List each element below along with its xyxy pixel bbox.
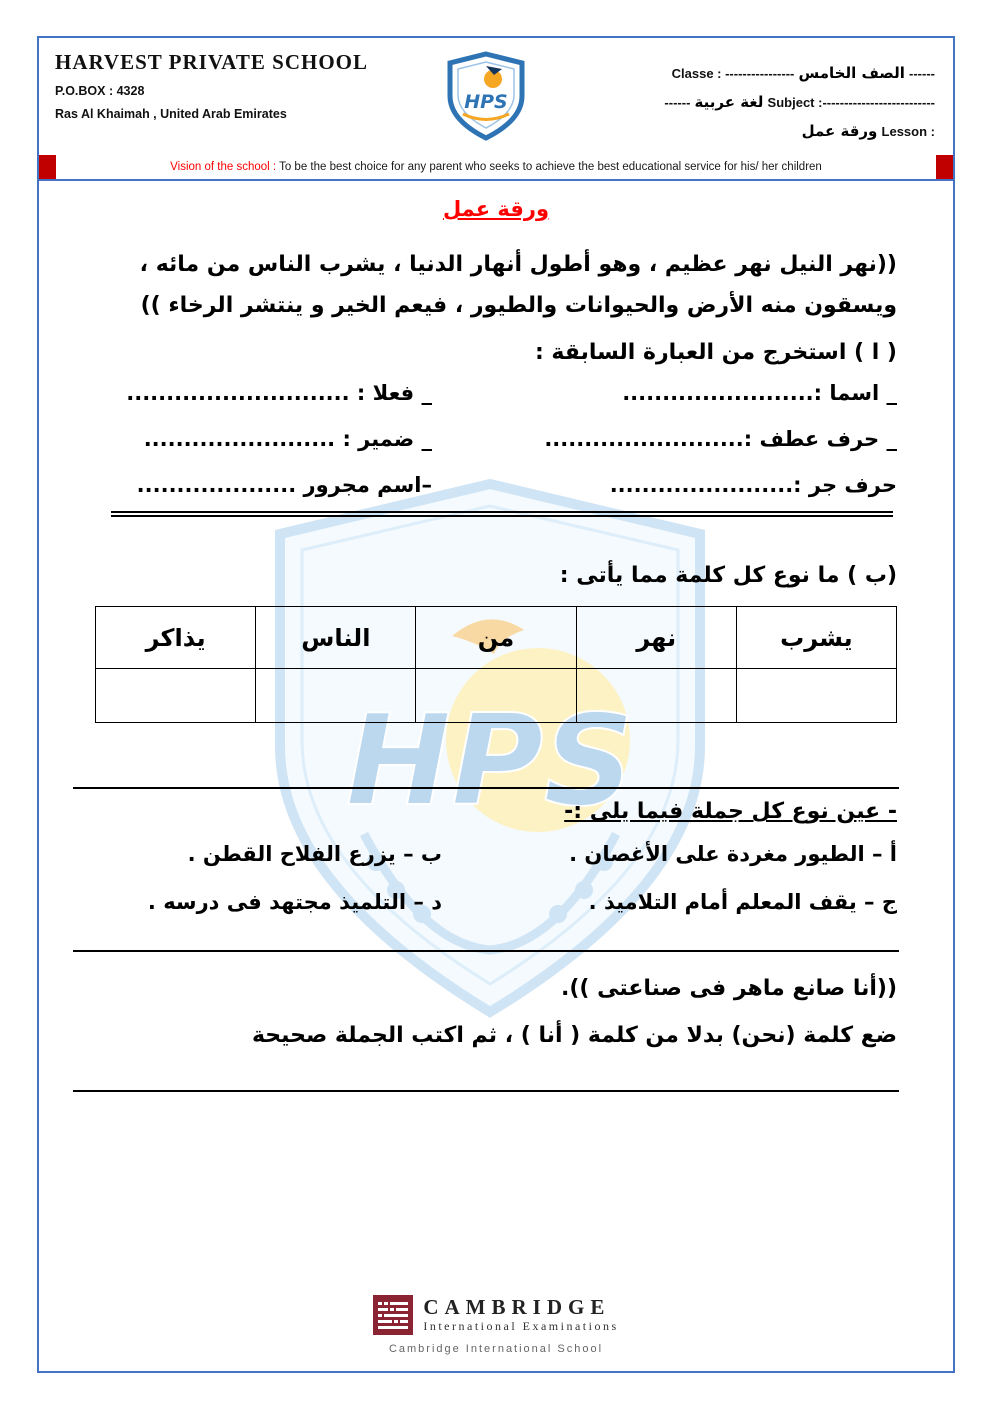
school-logo xyxy=(427,50,545,151)
cambridge-name: CAMBRIDGE xyxy=(423,1295,611,1320)
lesson-label: Lesson : xyxy=(881,124,935,139)
subject-label: Subject :-------------------------- xyxy=(767,95,935,110)
classe-label: Classe : ---------------- xyxy=(671,66,795,81)
class-info xyxy=(545,50,939,151)
banner-red-block-right xyxy=(936,155,953,179)
classe-row xyxy=(545,64,935,82)
cambridge-block xyxy=(373,1295,618,1335)
page-border xyxy=(37,36,955,1373)
worksheet-title: ورقة عمل xyxy=(442,197,550,221)
subject-lead: ------ xyxy=(664,95,691,110)
subject-value: لغة عربية xyxy=(694,93,764,111)
vision-statement: To be the best choice for any parent who seeks to achieve the best educational service for his/ her children xyxy=(279,161,822,173)
question-b-heading: (ب ) ما نوع كل كلمة مما يأتى : xyxy=(559,563,897,589)
school-name: HARVEST PRIVATE SCHOOL xyxy=(55,50,369,74)
extraction-blanks xyxy=(95,381,897,497)
blank-pronoun: _ ضمير : ........................ xyxy=(143,427,432,452)
lesson-value: ورقة عمل xyxy=(801,122,878,140)
question-d-sentence: ((أنا صانع ماهر فى صناعتى )). xyxy=(561,976,897,1002)
school-address: Ras Al Khaimah , United Arab Emirates xyxy=(55,107,287,121)
header-separator xyxy=(39,179,953,181)
divider-line xyxy=(73,787,899,789)
banner-red-block-left xyxy=(39,155,56,179)
blank-verb: _ فعلا : ............................ xyxy=(126,381,432,406)
table-header-cell: نهر xyxy=(576,607,736,669)
vision-label: Vision of the school : xyxy=(170,161,277,173)
table-empty-cell xyxy=(96,669,256,723)
sentence-d: د – التلميذ مجتهد فى درسه . xyxy=(147,890,442,915)
blank-preposition: حرف جر :....................... xyxy=(609,473,897,498)
table-header-cell: الناس xyxy=(256,607,416,669)
table-header-row xyxy=(96,607,897,669)
reading-passage: ((نهر النيل نهر عظيم ، وهو أطول أنهار الدنيا ، يشرب الناس من مائه ، ويسقون منه الأرض والحيوانات والطيور ، فيعم الخير و ينتشر الرخاء )) xyxy=(139,252,897,318)
logo-hps-text: HPS xyxy=(464,91,508,113)
table-answer-row xyxy=(96,669,897,723)
divider-line xyxy=(73,1090,899,1092)
worksheet-content xyxy=(39,181,953,1092)
sentence-b: ب – يزرع الفلاح القطن . xyxy=(187,842,442,867)
subject-row xyxy=(545,93,935,111)
footer xyxy=(39,1295,953,1355)
lesson-row xyxy=(545,122,935,140)
cambridge-subtitle: International Examinations xyxy=(423,1318,619,1333)
table-header-cell: يشرب xyxy=(736,607,896,669)
hps-shield-icon xyxy=(446,50,526,142)
classe-trail: ------ xyxy=(909,66,935,81)
question-c-heading: - عين نوع كل جملة فيما يلى :- xyxy=(564,799,897,825)
table-empty-cell xyxy=(576,669,736,723)
sentence-c: ج – يقف المعلم أمام التلاميذ . xyxy=(588,890,897,915)
header xyxy=(39,38,953,153)
table-header-cell: من xyxy=(416,607,576,669)
table-empty-cell xyxy=(256,669,416,723)
word-types-table xyxy=(95,606,897,723)
watermark-hps-text: HPS xyxy=(345,687,635,834)
cambridge-text xyxy=(423,1296,618,1333)
cambridge-logo-icon xyxy=(373,1295,413,1335)
sentence-type-list xyxy=(95,842,897,914)
table-header-cell: يذاكر xyxy=(96,607,256,669)
blank-conjunction: _ حرف عطف :......................... xyxy=(544,427,897,452)
school-info xyxy=(55,50,427,151)
vision-text xyxy=(56,155,936,179)
divider-line xyxy=(73,950,899,952)
table-empty-cell xyxy=(416,669,576,723)
cambridge-school-line: Cambridge International School xyxy=(388,1343,604,1355)
blank-genitive-noun: –اسم مجرور .................... xyxy=(136,473,432,498)
classe-value: الصف الخامس xyxy=(798,64,905,82)
question-a-heading: ( ا ) استخرج من العبارة السابقة : xyxy=(534,340,897,366)
vision-banner xyxy=(39,155,953,179)
table-empty-cell xyxy=(736,669,896,723)
double-divider xyxy=(111,511,893,517)
blank-noun: _ اسما :........................ xyxy=(622,381,897,406)
school-pobox: P.O.BOX : 4328 xyxy=(55,84,145,98)
question-d-instruction: ضع كلمة (نحن) بدلا من كلمة ( أنا ) ، ثم اكتب الجملة صحيحة xyxy=(251,1023,897,1049)
sentence-a: أ – الطيور مغردة على الأغصان . xyxy=(569,842,897,867)
